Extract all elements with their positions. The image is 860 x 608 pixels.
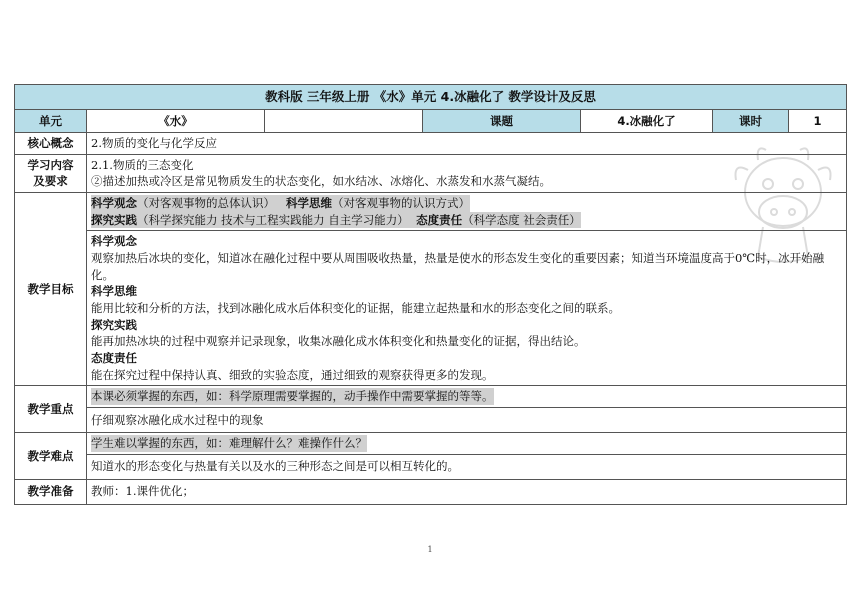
key-points-label: 教学重点: [15, 386, 87, 433]
objective-text-attitude: 能在探究过程中保持认真、细致的实验态度，通过细致的观察获得更多的发现。: [91, 367, 494, 382]
objective-text-concept: 观察加热后冰块的变化，知道冰在融化过程中要从周围吸收热量，热量是使水的形态发生变化的重要因素；知道当环境温度高于0℃时，冰开始融化。: [91, 251, 825, 282]
unit-spacer: [265, 110, 423, 133]
key-points-value: 仔细观察冰融化成水过程中的现象: [87, 408, 847, 433]
core-concept-row: [15, 133, 847, 155]
lesson-plan-table: [14, 84, 847, 505]
key-points-hint-row: [15, 386, 847, 408]
difficulties-label: 教学难点: [15, 433, 87, 480]
objectives-detail: [87, 231, 847, 386]
objective-title-concept: 科学观念: [91, 234, 137, 249]
learning-content-label: [15, 154, 87, 192]
core-concept-value: 2.物质的变化与化学反应: [87, 133, 847, 155]
objective-text-practice: 能再加热冰块的过程中观察并记录现象，收集冰融化成水体积变化和热量变化的证据，得出结论。: [91, 334, 586, 349]
summary-key-attitude: 态度责任: [416, 212, 463, 227]
learning-content-row: [15, 154, 847, 192]
objectives-summary-line2: [91, 212, 581, 229]
preparation-row: [15, 479, 847, 504]
period-value: 1: [789, 110, 847, 133]
objectives-detail-row: [15, 231, 847, 386]
document-title: 教科版 三年级上册 《水》单元 4.冰融化了 教学设计及反思: [15, 85, 847, 110]
period-label: 课时: [713, 110, 789, 133]
unit-value: 《水》: [87, 110, 265, 133]
objectives-summary-line1: [91, 195, 470, 212]
objective-title-thinking: 科学思维: [91, 284, 137, 299]
objective-text-thinking: 能用比较和分析的方法，找到冰融化成水后体积变化的证据，能建立起热量和水的形态变化之间的联系。: [91, 301, 620, 316]
objective-title-attitude: 态度责任: [91, 351, 137, 366]
summary-attitude-desc: （科学态度 社会责任）: [462, 212, 581, 227]
objectives-label: 教学目标: [15, 193, 87, 386]
difficulties-hint-row: [15, 433, 847, 455]
header-row: [15, 110, 847, 133]
difficulties-value-row: [15, 454, 847, 479]
difficulties-hint: 学生难以掌握的东西，如：难理解什么？难操作什么？: [91, 436, 367, 451]
difficulties-hint-cell: [87, 433, 847, 455]
summary-key-concept: 科学观念: [91, 196, 137, 211]
core-concept-label: 核心概念: [15, 133, 87, 155]
learning-content-value: [87, 154, 847, 192]
key-points-hint: 本课必须掌握的东西，如：科学原理需要掌握的，动手操作中需要掌握的等等。: [91, 389, 494, 404]
summary-concept-desc: （对客观事物的总体认识）: [137, 196, 275, 211]
topic-label: 课题: [423, 110, 581, 133]
objectives-summary: [87, 193, 847, 231]
preparation-value: 教师：1.课件优化；: [87, 479, 847, 504]
summary-thinking-desc: （对客观事物的认识方式）: [331, 196, 470, 211]
summary-key-practice: 探究实践: [91, 212, 137, 227]
learning-content-label-line2: 及要求: [33, 174, 68, 189]
learning-content-line2: ②描述加热或冷区是常见物质发生的状态变化，如水结冰、冰熔化、水蒸发和水蒸气凝结。: [91, 174, 551, 189]
unit-label: 单元: [15, 110, 87, 133]
summary-key-thinking: 科学思维: [285, 196, 332, 211]
summary-practice-desc: （科学探究能力 技术与工程实践能力 自主学习能力）: [137, 212, 409, 227]
topic-value: 4.冰融化了: [581, 110, 713, 133]
page-number: 1: [427, 545, 433, 554]
learning-content-line1: 2.1.物质的三态变化: [91, 157, 194, 172]
difficulties-value: 知道水的形态变化与热量有关以及水的三种形态之间是可以相互转化的。: [87, 454, 847, 479]
objectives-summary-row: [15, 193, 847, 231]
objective-title-practice: 探究实践: [91, 317, 137, 332]
key-points-hint-cell: [87, 386, 847, 408]
learning-content-label-line1: 学习内容: [27, 157, 74, 172]
key-points-value-row: [15, 408, 847, 433]
title-row: [15, 85, 847, 110]
preparation-label: 教学准备: [15, 479, 87, 504]
